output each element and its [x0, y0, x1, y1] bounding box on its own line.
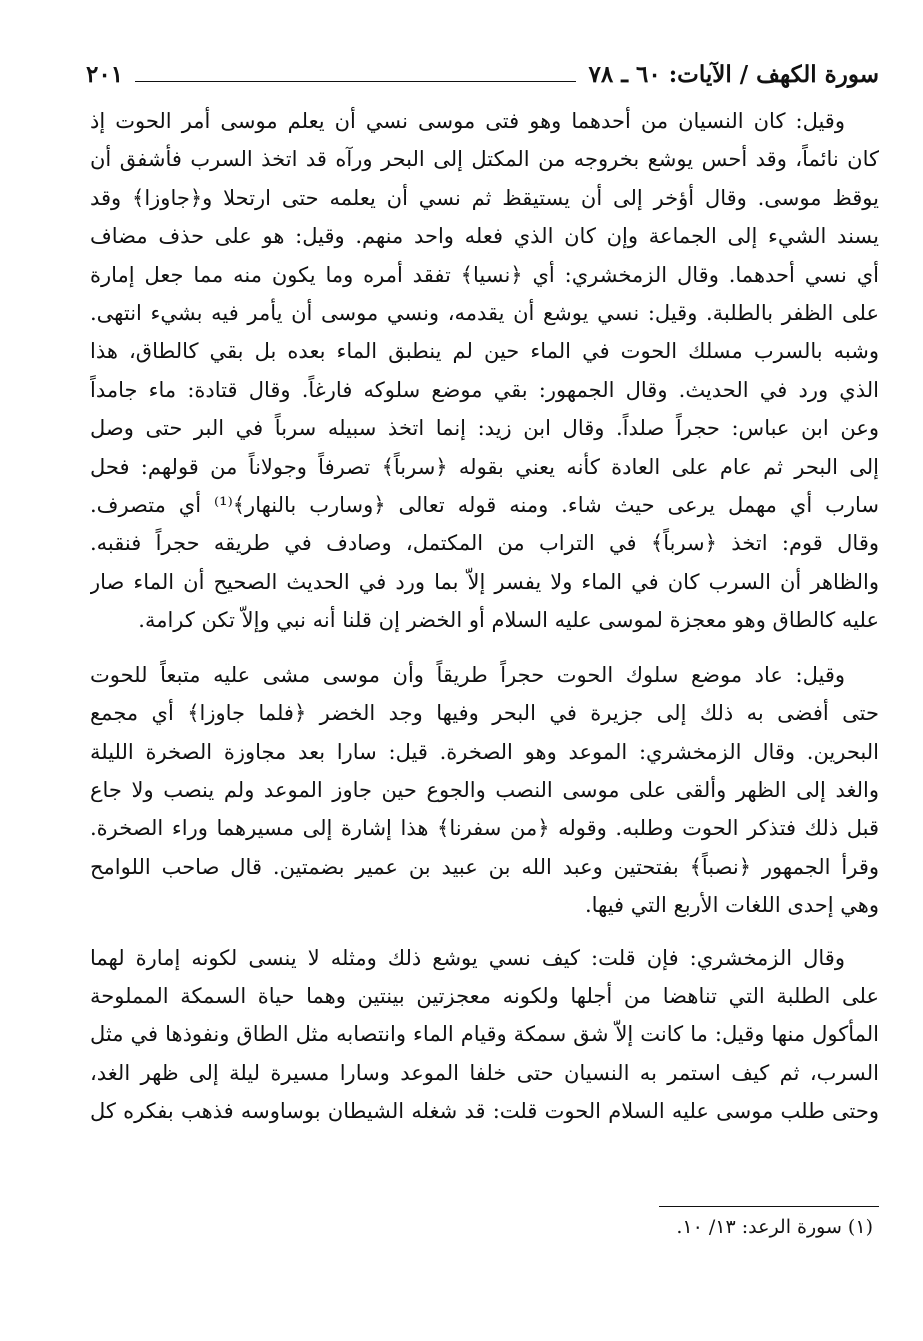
text-line: وقيل: عاد موضع سلوك الحوت حجراً طريقاً وأن موسى مشى عليه متبعاً للحوت [90, 662, 845, 687]
text-line: وهي إحدى اللغات الأربع التي فيها. [584, 893, 879, 918]
text-line: السرب، ثم كيف استمر به النسيان حتى خلفا الموعد وسارا مسيرة ليلة إلى ظهر الغد، [90, 1060, 879, 1085]
header-rule [135, 81, 576, 82]
text-line: على الظفر بالطلبة. وقيل: نسي يوشع أن يقدمه، ونسي موسى أن يأمر فيه بشيء انتهى. [90, 301, 879, 326]
text-line: وقال الزمخشري: فإن قلت: كيف نسي يوشع ذلك ومثله لا ينسى لكونه إمارة لهما [90, 945, 845, 970]
page-number: ٢٠١ [86, 61, 124, 88]
text-line: وقيل: كان النسيان من أحدهما وهو فتى موسى نسي أن يعلم موسى أمر الحوت إذ [90, 109, 845, 133]
text-line: أي نسي أحدهما. وقال الزمخشري: أي ﴿نسيا﴾ تفقد أمره وما يكون منه مما جعل إمارة [90, 262, 879, 287]
text-line: وقال قوم: اتخذ ﴿سرباً﴾ في التراب من المكتمل، وصادف في طريقه حجراً فنقبه. [90, 531, 879, 556]
text-line: قبل ذلك فتذكر الحوت وطلبه. وقوله ﴿من سفرنا﴾ هذا إشارة إلى مسيرهما وراء الصخرة. [90, 816, 879, 841]
paragraph-2 [90, 656, 879, 925]
footnote: (١) سورة الرعد: ١٣/ ١٠. [676, 1216, 873, 1238]
text-line: يسند الشيء إلى الجماعة وإن كان الذي فعله واحد منهم. وقيل: هو على حذف مضاف [90, 224, 879, 249]
text-line: والغد إلى الظهر وألقى على موسى النصب والجوع حين جاوز الموعد ولم ينصب ولا جاع [90, 777, 879, 802]
paragraph-1 [90, 102, 879, 640]
running-title: سورة الكهف / الآيات: ٦٠ ـ ٧٨ [588, 61, 879, 88]
text-line: على الطلبة التي تناهضا من أجلها ولكونه معجزتين بينتين وهما حياة السمكة المملوحة [90, 983, 879, 1008]
footnote-rule [659, 1206, 879, 1207]
text-line: وعن ابن عباس: حجراً صلداً. وقال ابن زيد: إنما اتخذ سبيله سرباً في البر حتى وصل [90, 416, 879, 441]
page-header [86, 58, 879, 88]
text-line: البحرين. وقال الزمخشري: الموعد وهو الصخرة. قيل: سارا بعد مجاوزة الصخرة الليلة [90, 739, 879, 764]
text-line: وشبه بالسرب مسلك الحوت في الماء حين لم ينطبق الماء بعده بل بقي كالطاق، هذا [90, 339, 879, 364]
text-line: كان نائماً، وقد أحس يوشع بخروجه من المكتل إلى البحر ورآه قد اتخذ السرب فأشفق أن [90, 147, 879, 172]
text-line: والظاهر أن السرب كان في الماء ولا يفسر إلاّ بما ورد في الحديث الصحيح أن الماء صار [90, 569, 879, 594]
text-line: المأكول منها وقيل: ما كانت إلاّ شق سمكة وقيام الماء وانتصابه مثل الطاق ونفوذها في مثل [90, 1022, 879, 1047]
body-text [90, 102, 879, 1131]
text-line: الذي ورد في الحديث. وقال الجمهور: بقي موضع سلوكه فارغاً. وقال قتادة: ماء جامداً [90, 377, 879, 402]
text-line: سارب أي مهمل يرعى حيث شاء. ومنه قوله تعالى ﴿وسارب بالنهار﴾⁽¹⁾ أي متصرف. [90, 493, 879, 518]
paragraph-3 [90, 939, 879, 1131]
text-line: يوقظ موسى. وقال أؤخر إلى أن يستيقظ ثم نسي أن يعلمه حتى ارتحلا و﴿جاوزا﴾ وقد [90, 185, 879, 210]
text-line: وقرأ الجمهور ﴿نصباً﴾ بفتحتين وعبد الله بن عبيد بن عمير بضمتين. قال صاحب اللوامح [90, 854, 879, 879]
text-line: حتى أفضى به ذلك إلى جزيرة في البحر وفيها وجد الخضر ﴿فلما جاوزا﴾ أي مجمع [90, 701, 879, 726]
text-line: عليه كالطاق وهو معجزة لموسى عليه السلام أو الخضر إن قلنا أنه نبي وإلاّ تكن كرامة. [138, 608, 879, 633]
text-line: إلى البحر ثم عام على العادة كأنه يعني بقوله ﴿سرباً﴾ تصرفاً وجولاناً من قولهم: فحل [90, 454, 879, 479]
text-line: وحتى طلب موسى عليه السلام الحوت قلت: قد شغله الشيطان بوساوسه فذهب بفكره كل [90, 1099, 879, 1124]
